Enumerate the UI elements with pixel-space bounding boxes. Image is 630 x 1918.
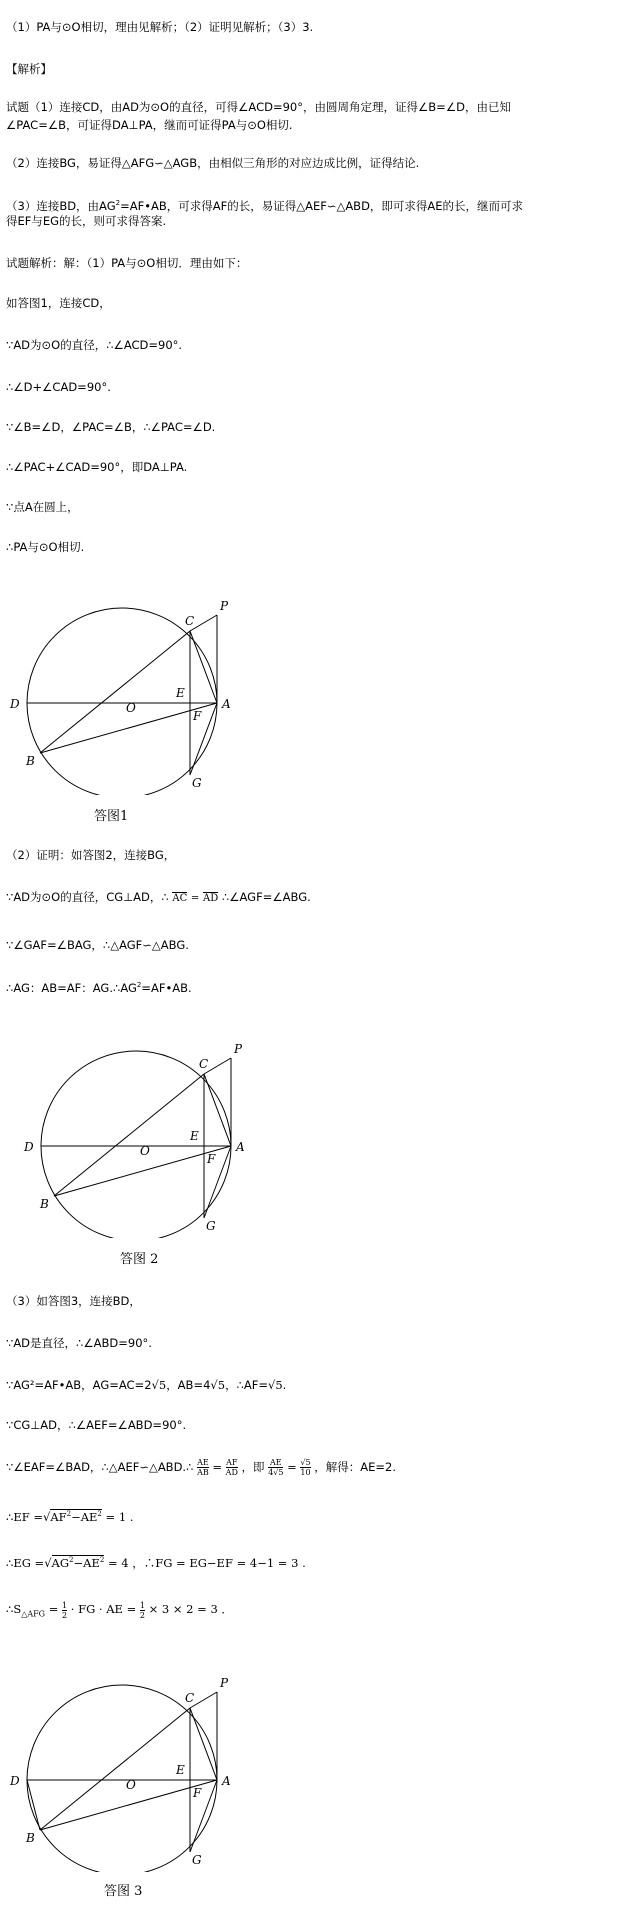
part3-step: $\therefore S_{\triangle AFG}$ = $\frac{1}{2}$ · FG · AE = $\frac{1}{2}$ × 3 × 2 = 3 ． — [6, 1600, 233, 1620]
proof2-step: ∴AG：AB=AF：$AG.\therefore AG^2=AF•AB$. — [6, 980, 192, 995]
label-a: A — [222, 697, 231, 711]
geometry-figure-1 — [0, 595, 240, 799]
geometry-figure-2 — [14, 1038, 254, 1242]
figure-3-caption: 答图 3 — [104, 1884, 143, 1899]
label-e: E — [176, 1763, 185, 1777]
label-c: C — [185, 1691, 195, 1705]
label-o: O — [140, 1144, 150, 1158]
solution-step: ∴∠PAC+∠CAD=90°，即DA⊥PA. — [6, 460, 188, 474]
part3-step: （3）如答图3，连接BD， — [6, 1294, 141, 1308]
label-g: G — [206, 1219, 216, 1233]
label-d: D — [10, 697, 20, 711]
analysis-p3b: 得EF与EG的长，则可求得答案. — [6, 214, 167, 228]
label-p: P — [220, 1676, 229, 1690]
solution-step: 如答图1，连接CD， — [6, 296, 111, 310]
label-c: C — [199, 1057, 209, 1071]
label-e: E — [176, 686, 185, 700]
analysis-p1a: 试题（1）连接CD，由AD为⊙O的直径，可得∠ACD=90°，由圆周角定理，证得∠B=∠D，由已知 — [6, 100, 511, 114]
label-a: A — [222, 1774, 231, 1788]
label-a: A — [236, 1140, 245, 1154]
label-p: P — [220, 599, 229, 613]
solution-intro: 试题解析：解：（1）PA与⊙O相切．理由如下： — [6, 256, 248, 270]
label-f: F — [193, 1786, 202, 1800]
solution-step: ∴PA与⊙O相切. — [6, 540, 85, 554]
label-g: G — [192, 776, 202, 790]
analysis-title: 【解析】 — [6, 62, 52, 76]
part3-step: ∵CG⊥AD，∴∠AEF=∠ABD=90°. — [6, 1418, 187, 1432]
answer-line: （1）PA与⊙O相切，理由见解析；（2）证明见解析；（3）3. — [6, 20, 314, 34]
label-o: O — [126, 701, 136, 715]
geometry-figure-3 — [0, 1672, 240, 1876]
label-c: C — [185, 614, 195, 628]
label-p: P — [234, 1042, 243, 1056]
analysis-p3a: （3）连接BD，由$AG^2=AF•AB$，可求得AF的长，易证得△AEF∽△ABD，即可求得AE的长，继而可求 — [6, 198, 524, 213]
figure-2-caption: 答图 2 — [120, 1252, 159, 1267]
analysis-p2: （2）连接BG，易证得△AFG∽△AGB，由相似三角形的对应边成比例，证得结论. — [6, 156, 420, 170]
label-d: D — [10, 1774, 20, 1788]
solution-step: ∵AD为⊙O的直径，∴∠ACD=90°. — [6, 338, 183, 352]
proof2-step: （2）证明：如答图2，连接BG， — [6, 848, 176, 862]
label-b: B — [40, 1197, 49, 1211]
part3-step: ∵∠EAF=∠BAD，∴△AEF∽△ABD.∴ $\frac{AE}{AB}$ = $\frac{AF}{AD}$ ，即 $\frac{AE}{4√5}$ = $\frac{√5}{10}$ ，解得：AE=2. — [6, 1458, 397, 1477]
solution-step: ∵点A在圆上， — [6, 500, 79, 514]
label-b: B — [26, 1831, 35, 1845]
proof2-step: ∵∠GAF=∠BAG，∴△AGF∽△ABG. — [6, 938, 189, 952]
label-b: B — [26, 754, 35, 768]
label-e: E — [190, 1129, 199, 1143]
figure-1-caption: 答图1 — [94, 809, 129, 824]
label-o: O — [126, 1778, 136, 1792]
solution-step: ∴∠D+∠CAD=90°. — [6, 380, 111, 394]
label-f: F — [207, 1152, 216, 1166]
label-g: G — [192, 1853, 202, 1867]
solution-step: ∵∠B=∠D，∠PAC=∠B，∴∠PAC=∠D. — [6, 420, 216, 434]
part3-step: ∵AG²=AF•AB，AG=AC=2√5，AB=4√5，∴AF=√5. — [6, 1378, 287, 1392]
part3-step: ∵AD是直径，∴∠ABD=90°. — [6, 1336, 152, 1350]
proof2-step: ∵AD为⊙O的直径，CG⊥AD，∴ AC = AD ∴∠AGF=∠ABG. — [6, 890, 311, 904]
part3-step: ∴EF $=√AF^2-AE^2 = 1$ . — [6, 1509, 134, 1524]
analysis-p1b: ∠PAC=∠B，可证得DA⊥PA，继而可证得PA与⊙O相切. — [6, 118, 293, 132]
label-f: F — [193, 709, 202, 723]
part3-step: ∴EG $=√AG^2-AE^2 = 4$ ，∴FG = EG−EF = 4−1 = 3 . — [6, 1555, 306, 1570]
label-d: D — [24, 1140, 34, 1154]
